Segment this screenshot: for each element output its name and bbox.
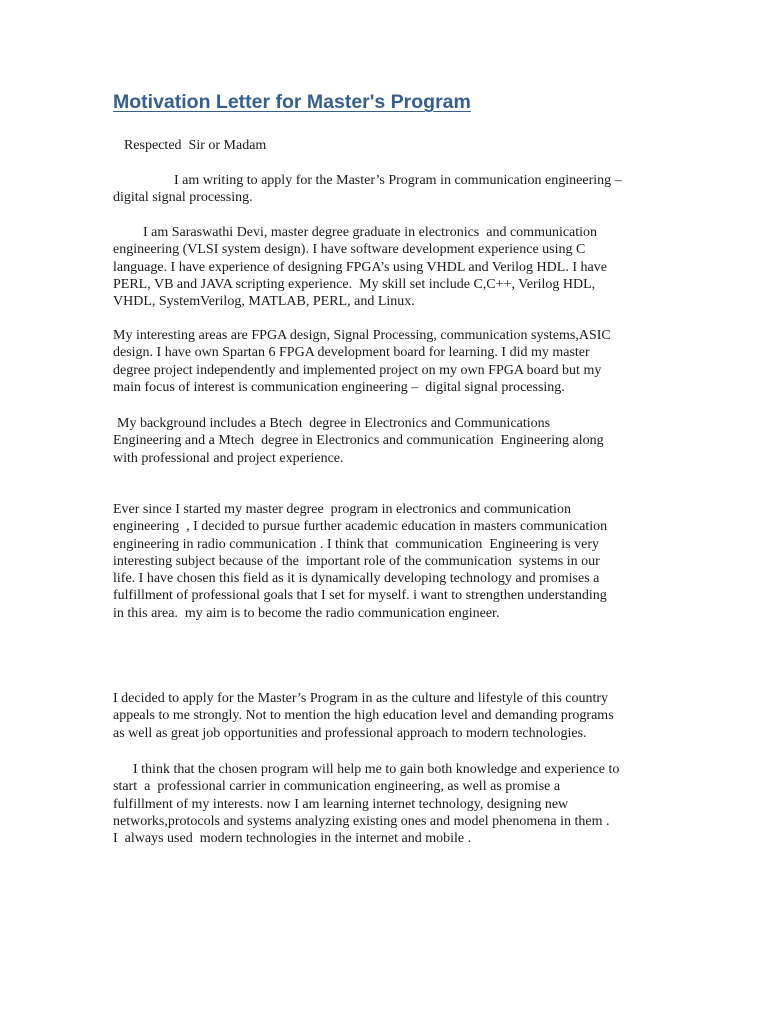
paragraph-line: fulfillment of my interests. now I am learning internet technology, designing new <box>113 796 569 812</box>
paragraph-line: Ever since I started my master degree program in electronics and communication <box>113 502 571 517</box>
greeting <box>124 137 684 154</box>
paragraph-line: start a professional carrier in communication engineering, as well as promise a <box>113 779 561 795</box>
paragraph-application <box>113 172 673 207</box>
paragraph-line: as well as great job opportunities and professional approach to modern technologies. <box>113 725 587 741</box>
paragraph-line: I always used modern technologies in the internet and mobile . <box>113 831 472 847</box>
paragraph-line: language. I have experience of designing FPGA’s using VHDL and Verilog HDL. I have <box>113 259 607 275</box>
paragraph-line: with professional and project experience. <box>113 450 344 466</box>
paragraph-line: networks,protocols and systems analyzing existing ones and model phenomena in them . <box>113 813 610 829</box>
paragraph-line: main focus of interest is communication engineering – digital signal processing. <box>113 379 565 395</box>
paragraph-background <box>113 415 673 467</box>
paragraph-line: engineering , I decided to pursue further academic education in masters communication <box>113 519 608 535</box>
paragraph-line: I decided to apply for the Master’s Program in as the culture and lifestyle of this country <box>113 691 609 706</box>
paragraph-line: digital signal processing. <box>113 190 253 206</box>
greeting-line: Respected Sir or Madam <box>124 138 267 153</box>
paragraph-line: fulfillment of professional goals that I set for myself. i want to strengthen understanding <box>113 588 607 604</box>
paragraph-line: I am Saraswathi Devi, master degree graduate in electronics and communication <box>143 225 598 240</box>
paragraph-line: I think that the chosen program will help me to gain both knowledge and experience to <box>133 762 620 777</box>
paragraph-line: PERL, VB and JAVA scripting experience. My skill set include C,C++, Verilog HDL, <box>113 276 596 292</box>
paragraph-line: My interesting areas are FPGA design, Signal Processing, communication systems,ASIC <box>113 328 611 343</box>
paragraph-program <box>113 761 673 847</box>
paragraph-line: My background includes a Btech degree in Electronics and Communications <box>117 416 551 431</box>
document-title: Motivation Letter for Master's Program <box>113 91 471 113</box>
paragraph-line: I am writing to apply for the Master’s Program in communication engineering – <box>174 173 622 188</box>
paragraph-line: interesting subject because of the important role of the communication systems in our <box>113 553 600 569</box>
paragraph-country <box>113 690 673 742</box>
paragraph-line: in this area. my aim is to become the radio communication engineer. <box>113 605 500 621</box>
paragraph-line: degree project independently and implemented project on my own FPGA board but my <box>113 362 602 378</box>
paragraph-line: engineering (VLSI system design). I have software development experience using C <box>113 242 586 258</box>
paragraph-line: engineering in radio communication . I think that communication Engineering is very <box>113 536 599 552</box>
paragraph-motivation <box>113 501 673 622</box>
paragraph-interests <box>113 327 673 396</box>
paragraph-line: appeals to me strongly. Not to mention the high education level and demanding programs <box>113 708 614 724</box>
paragraph-line: design. I have own Spartan 6 FPGA development board for learning. I did my master <box>113 345 590 361</box>
paragraph-introduction <box>113 224 673 310</box>
paragraph-line: life. I have chosen this field as it is dynamically developing technology and promises a <box>113 571 600 587</box>
paragraph-line: VHDL, SystemVerilog, MATLAB, PERL, and Linux. <box>113 294 415 310</box>
paragraph-line: Engineering and a Mtech degree in Electronics and communication Engineering along <box>113 433 604 449</box>
